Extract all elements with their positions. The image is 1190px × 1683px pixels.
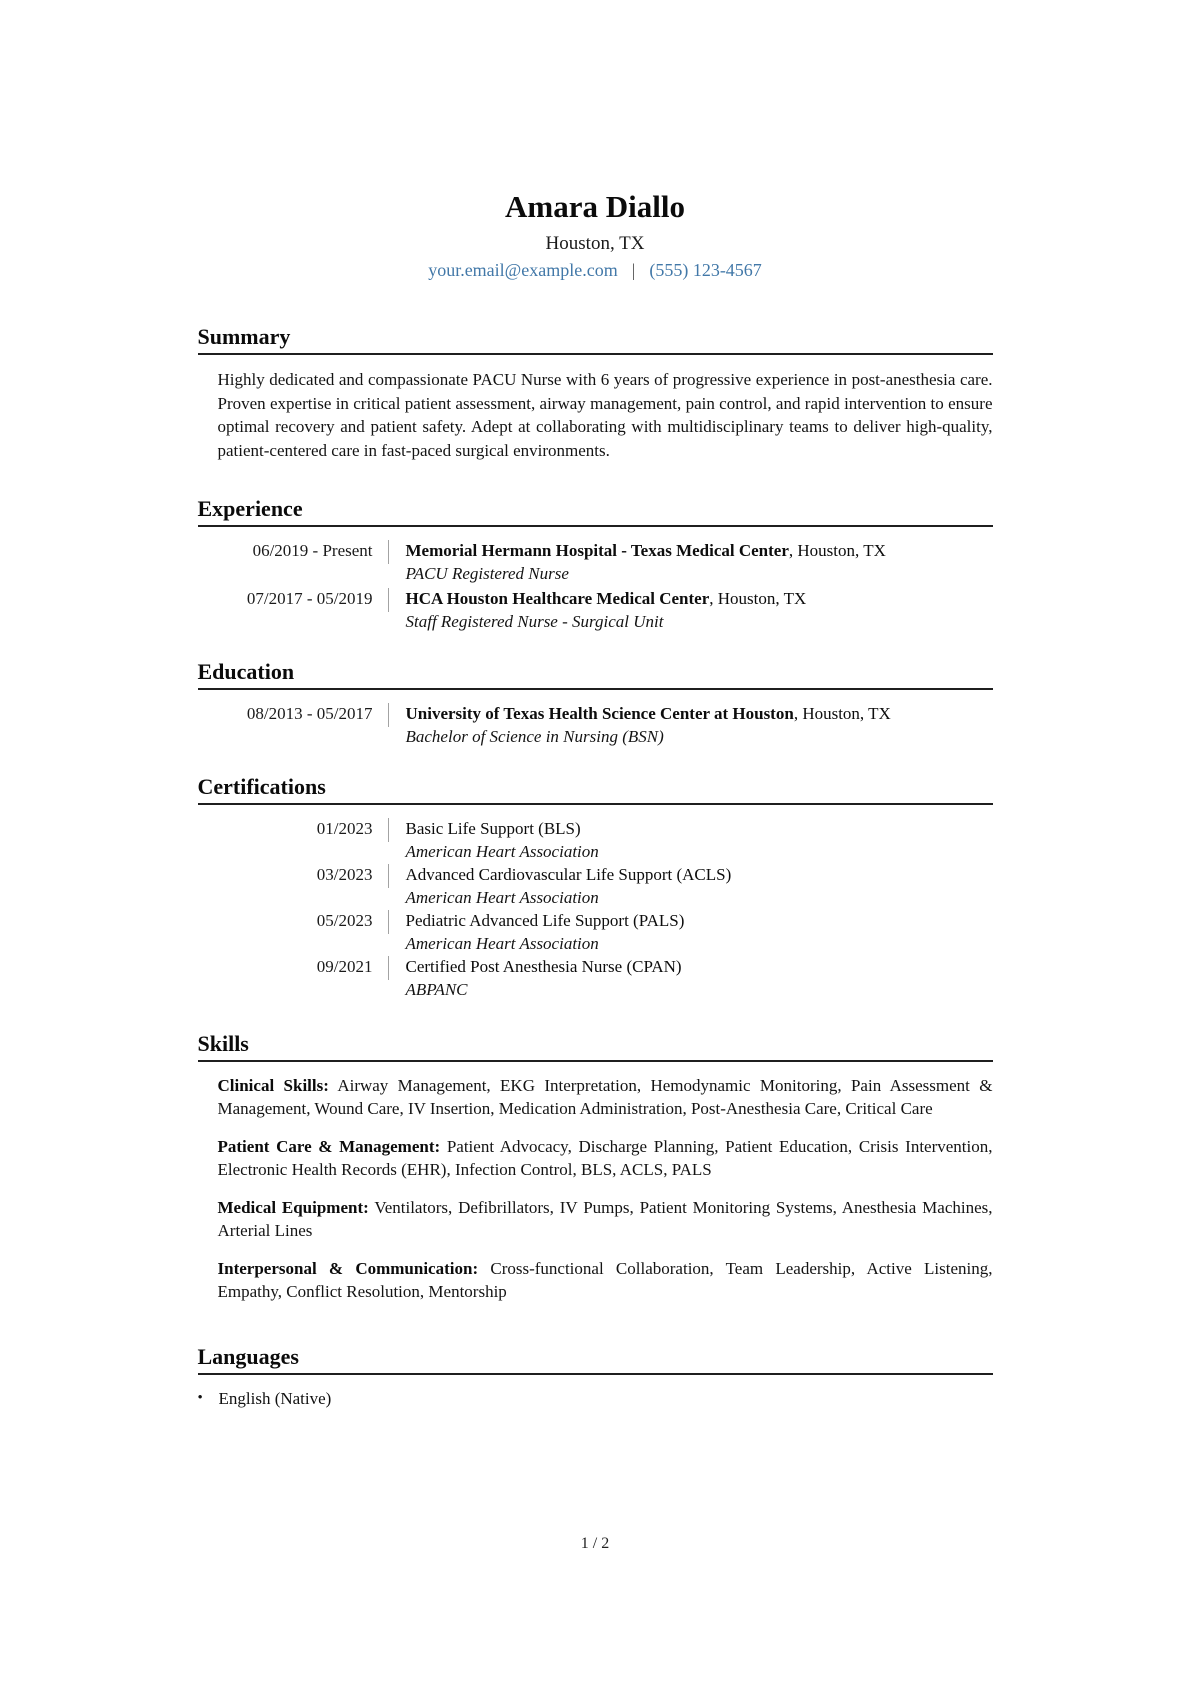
entry-divider — [388, 818, 389, 842]
skills-groups — [198, 1074, 993, 1303]
skill-group-interpersonal — [218, 1257, 993, 1303]
entry-date: 08/2013 - 05/2017 — [246, 704, 373, 724]
entry-body — [406, 539, 886, 585]
entry-divider — [388, 956, 389, 980]
school-location: , Houston, TX — [793, 704, 891, 724]
entry-title — [406, 539, 886, 562]
skill-group-text: Ventilators, Defibrillators, IV Pumps, Patient Monitoring Systems, Anesthesia Machines, Arterial Lines — [217, 1198, 993, 1241]
skill-group-label: Interpersonal & Communication: — [217, 1259, 479, 1279]
languages-list — [198, 1387, 993, 1410]
skill-group-label: Medical Equipment: — [217, 1198, 369, 1218]
experience-entry — [198, 539, 993, 585]
entry-body — [406, 702, 891, 748]
education-entry — [198, 702, 993, 748]
skill-group-text: Patient Advocacy, Discharge Planning, Patient Education, Crisis Intervention, Electronic Health Records (EHR), Infection Control, BLS, ACLS, PALS — [217, 1137, 993, 1180]
employer-location: , Houston, TX — [709, 589, 807, 609]
entry-body — [406, 817, 599, 863]
entry-divider — [388, 864, 389, 888]
section-certifications — [198, 774, 993, 1001]
cert-date: 09/2021 — [316, 957, 373, 977]
entry-divider — [388, 588, 389, 612]
skill-group-text: Airway Management, EKG Interpretation, Hemodynamic Monitoring, Pain Assessment & Management, Wound Care, IV Insertion, Medication Administration, Post-Anesthesia Care, Critical Care — [217, 1076, 993, 1119]
certification-entry — [198, 909, 993, 955]
section-education — [198, 659, 993, 748]
certification-entry — [198, 863, 993, 909]
skill-group-patient-care — [218, 1135, 993, 1181]
language-label: English (Native) — [218, 1389, 332, 1409]
language-item — [198, 1387, 993, 1410]
cert-name: Basic Life Support (BLS) — [405, 819, 581, 839]
employer-location: , Houston, TX — [788, 541, 886, 561]
entry-divider — [388, 540, 389, 564]
education-entries — [198, 702, 993, 748]
certifications-heading: Certifications — [198, 774, 993, 805]
entry-date: 06/2019 - Present — [252, 541, 373, 561]
entry-divider — [388, 910, 389, 934]
experience-entry — [198, 587, 993, 633]
degree: Bachelor of Science in Nursing (BSN) — [405, 727, 664, 747]
cert-issuer: American Heart Association — [405, 934, 599, 954]
job-title: PACU Registered Nurse — [405, 564, 569, 584]
cert-name: Certified Post Anesthesia Nurse (CPAN) — [405, 957, 682, 977]
entry-body — [406, 863, 732, 909]
experience-heading: Experience — [198, 496, 993, 527]
education-heading: Education — [198, 659, 993, 690]
page-number: 1 / 2 — [580, 1535, 610, 1552]
cert-issuer: American Heart Association — [405, 888, 599, 908]
bullet-icon: • — [197, 1390, 203, 1407]
skill-group-medical-equipment — [218, 1196, 993, 1242]
cert-name: Pediatric Advanced Life Support (PALS) — [405, 911, 685, 931]
section-experience — [198, 496, 993, 633]
languages-heading: Languages — [198, 1344, 993, 1375]
cert-issuer: American Heart Association — [405, 842, 599, 862]
skill-group-label: Patient Care & Management: — [217, 1137, 441, 1157]
section-languages — [198, 1344, 993, 1410]
entry-body — [406, 909, 685, 955]
entry-title — [406, 587, 807, 610]
entry-body — [406, 587, 807, 633]
entry-body — [406, 955, 682, 1001]
cert-date: 01/2023 — [316, 819, 373, 839]
certification-entry — [198, 955, 993, 1001]
section-skills — [198, 1031, 993, 1303]
cert-issuer: ABPANC — [405, 980, 468, 1000]
summary-text: Highly dedicated and compassionate PACU Nurse with 6 years of progressive experience in post-anesthesia care. Proven expertise in critical patient assessment, airway management, pain control, and rapid intervention to ensure optimal recovery and patient safety. Adept at collaborating with multidisciplinary teams to deliver high-quality, patient-centered care in fast-paced surgical environments. — [217, 370, 993, 460]
contact-line — [198, 259, 993, 282]
candidate-location: Houston, TX — [545, 233, 645, 254]
section-summary — [198, 324, 993, 462]
contact-separator: | — [631, 260, 636, 280]
skills-heading: Skills — [198, 1031, 993, 1062]
skill-group-text: Cross-functional Collaboration, Team Leadership, Active Listening, Empathy, Conflict Resolution, Mentorship — [217, 1259, 993, 1302]
entry-title — [406, 702, 891, 725]
entry-date: 07/2017 - 05/2019 — [246, 589, 373, 609]
experience-entries — [198, 539, 993, 633]
email-link[interactable]: your.email@example.com — [428, 260, 618, 280]
resume-document — [198, 0, 993, 1410]
certification-entry — [198, 817, 993, 863]
skill-group-label: Clinical Skills: — [217, 1076, 329, 1096]
phone-link[interactable]: (555) 123-4567 — [649, 260, 762, 280]
cert-date: 03/2023 — [316, 865, 373, 885]
cert-date: 05/2023 — [316, 911, 373, 931]
header — [198, 190, 993, 282]
skill-group-clinical — [218, 1074, 993, 1120]
cert-name: Advanced Cardiovascular Life Support (ACLS) — [405, 865, 732, 885]
employer-name: HCA Houston Healthcare Medical Center — [405, 589, 710, 609]
summary-heading: Summary — [198, 324, 993, 355]
candidate-name: Amara Diallo — [505, 189, 685, 224]
job-title: Staff Registered Nurse - Surgical Unit — [405, 612, 664, 632]
employer-name: Memorial Hermann Hospital - Texas Medical Center — [405, 541, 789, 561]
entry-divider — [388, 703, 389, 727]
school-name: University of Texas Health Science Center at Houston — [405, 704, 794, 724]
certification-entries — [198, 817, 993, 1001]
